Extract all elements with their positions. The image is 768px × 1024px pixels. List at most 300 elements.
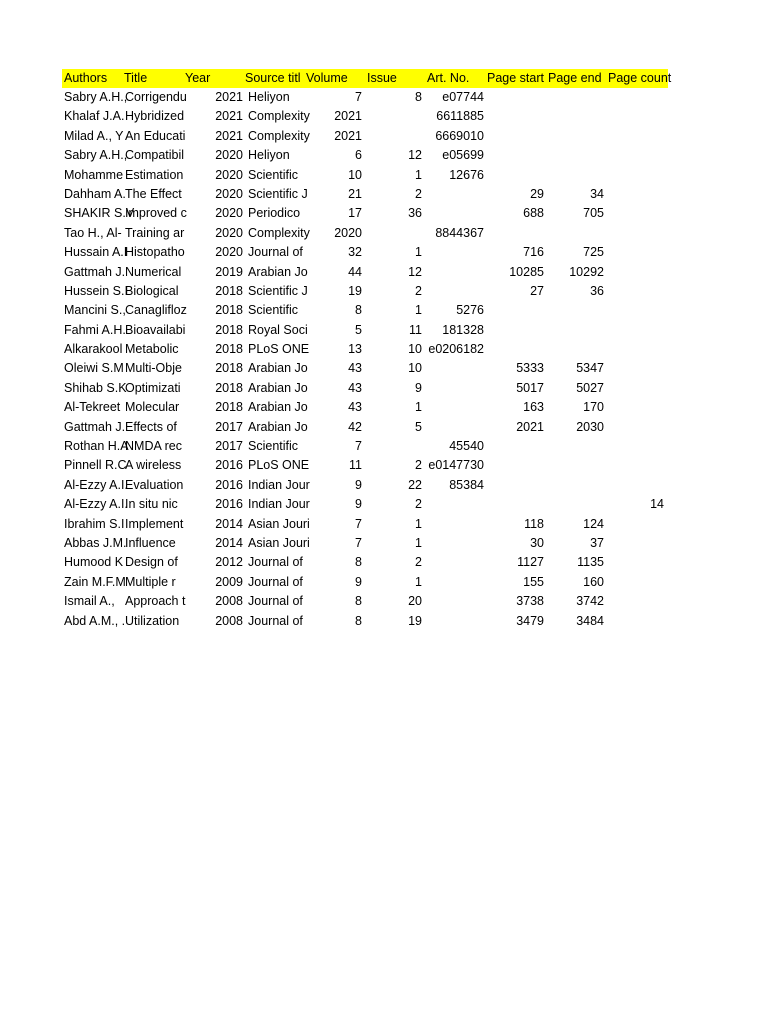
cell-issue[interactable]: 9 bbox=[415, 380, 422, 395]
cell-year[interactable]: 2017 bbox=[215, 419, 243, 434]
cell-pend[interactable]: 37 bbox=[590, 535, 604, 550]
cell-pstart[interactable]: 118 bbox=[524, 516, 544, 531]
cell-title[interactable]: Approach t bbox=[125, 594, 186, 609]
cell-source[interactable]: Royal Soci bbox=[248, 322, 308, 337]
cell-pend[interactable]: 1135 bbox=[577, 555, 604, 570]
cell-artno[interactable] bbox=[424, 573, 484, 592]
cell-volume[interactable]: 8 bbox=[355, 613, 362, 628]
cell-volume[interactable]: 43 bbox=[348, 400, 362, 415]
cell-volume[interactable]: 43 bbox=[348, 361, 362, 376]
cell-pcount[interactable] bbox=[606, 224, 664, 243]
cell-artno[interactable] bbox=[424, 553, 484, 572]
cell-authors[interactable]: Al-Tekreet bbox=[64, 400, 121, 415]
cell-pend[interactable]: 34 bbox=[590, 186, 604, 201]
cell-issue[interactable]: 36 bbox=[408, 206, 422, 221]
cell-pend[interactable] bbox=[546, 340, 604, 359]
table-row[interactable] bbox=[62, 88, 668, 107]
cell-pend[interactable]: 124 bbox=[583, 516, 604, 531]
cell-issue[interactable]: 12 bbox=[408, 264, 422, 279]
cell-title[interactable]: A wireless bbox=[125, 458, 182, 473]
cell-pstart[interactable]: 2021 bbox=[516, 419, 544, 434]
cell-pstart[interactable] bbox=[486, 456, 544, 475]
cell-authors[interactable]: Ismail A., bbox=[64, 594, 115, 609]
cell-year[interactable]: 2021 bbox=[215, 90, 243, 104]
cell-authors[interactable]: Hussein S.I bbox=[64, 283, 128, 298]
cell-pend[interactable] bbox=[546, 476, 604, 495]
table-row[interactable] bbox=[62, 224, 668, 243]
cell-title[interactable]: Utilization bbox=[125, 613, 180, 628]
cell-source[interactable]: Arabian Jo bbox=[248, 380, 308, 395]
cell-title[interactable]: Training ar bbox=[125, 225, 185, 240]
cell-authors[interactable]: Dahham A. bbox=[64, 186, 126, 201]
cell-artno[interactable] bbox=[424, 185, 484, 204]
table-row[interactable] bbox=[62, 107, 668, 126]
cell-title[interactable]: Bioavailabi bbox=[125, 322, 186, 337]
cell-artno[interactable] bbox=[424, 359, 484, 378]
cell-issue[interactable] bbox=[364, 127, 422, 146]
cell-source[interactable]: Periodico bbox=[248, 206, 301, 221]
cell-pstart[interactable] bbox=[486, 340, 544, 359]
cell-pcount[interactable] bbox=[606, 321, 664, 340]
table-row[interactable] bbox=[62, 418, 668, 437]
cell-year[interactable]: 2021 bbox=[215, 128, 243, 143]
cell-pstart[interactable]: 1127 bbox=[517, 555, 544, 570]
cell-pcount[interactable] bbox=[606, 418, 664, 437]
cell-pstart[interactable] bbox=[486, 495, 544, 514]
cell-source[interactable]: Indian Jour bbox=[248, 497, 310, 512]
table-row[interactable] bbox=[62, 282, 668, 301]
cell-pstart[interactable]: 5017 bbox=[516, 380, 544, 395]
cell-year[interactable]: 2021 bbox=[215, 109, 243, 124]
cell-authors[interactable]: Gattmah J. bbox=[64, 419, 126, 434]
cell-title[interactable]: Estimation bbox=[125, 167, 184, 182]
cell-authors[interactable]: Pinnell R.C bbox=[64, 458, 127, 473]
cell-pcount[interactable] bbox=[606, 515, 664, 534]
cell-year[interactable]: 2020 bbox=[215, 245, 243, 260]
cell-source[interactable]: Heliyon bbox=[248, 148, 290, 163]
cell-issue[interactable]: 11 bbox=[409, 322, 422, 337]
cell-source[interactable]: Indian Jour bbox=[248, 477, 310, 492]
cell-pcount[interactable] bbox=[606, 437, 664, 456]
cell-source[interactable]: Complexity bbox=[248, 225, 310, 240]
cell-artno[interactable]: 12676 bbox=[449, 167, 484, 182]
column-header[interactable]: Page end bbox=[548, 71, 602, 85]
cell-title[interactable]: Molecular bbox=[125, 400, 180, 415]
cell-year[interactable]: 2014 bbox=[215, 535, 243, 550]
cell-year[interactable]: 2018 bbox=[215, 380, 243, 395]
cell-title[interactable]: The Effect bbox=[125, 186, 182, 201]
cell-volume[interactable]: 13 bbox=[348, 342, 362, 357]
cell-issue[interactable]: 1 bbox=[415, 574, 422, 589]
table-row[interactable] bbox=[62, 340, 668, 359]
table-row[interactable] bbox=[62, 456, 668, 475]
table-row[interactable] bbox=[62, 301, 668, 320]
cell-authors[interactable]: Mohamme bbox=[64, 167, 124, 182]
cell-volume[interactable]: 9 bbox=[355, 497, 362, 512]
cell-authors[interactable]: Khalaf J.A. bbox=[64, 109, 125, 124]
cell-issue[interactable]: 8 bbox=[415, 90, 422, 104]
cell-source[interactable]: Arabian Jo bbox=[248, 264, 308, 279]
cell-volume[interactable]: 7 bbox=[355, 535, 362, 550]
cell-pcount[interactable] bbox=[606, 592, 664, 611]
cell-authors[interactable]: Sabry A.H., bbox=[64, 90, 128, 104]
cell-artno[interactable] bbox=[424, 515, 484, 534]
cell-pstart[interactable] bbox=[486, 476, 544, 495]
cell-volume[interactable]: 19 bbox=[348, 283, 362, 298]
cell-pcount[interactable] bbox=[606, 127, 664, 146]
cell-pend[interactable]: 3742 bbox=[576, 594, 604, 609]
cell-artno[interactable]: e0206182 bbox=[428, 342, 484, 357]
cell-year[interactable]: 2020 bbox=[215, 167, 243, 182]
cell-volume[interactable]: 7 bbox=[355, 90, 362, 104]
cell-pcount[interactable]: 14 bbox=[650, 497, 664, 512]
cell-source[interactable]: Heliyon bbox=[248, 90, 290, 104]
cell-year[interactable]: 2018 bbox=[215, 283, 243, 298]
table-row[interactable] bbox=[62, 553, 668, 572]
cell-source[interactable]: Asian Jouri bbox=[248, 516, 310, 531]
cell-pstart[interactable]: 716 bbox=[523, 245, 544, 260]
cell-pstart[interactable] bbox=[486, 301, 544, 320]
cell-artno[interactable] bbox=[424, 204, 484, 223]
cell-pcount[interactable] bbox=[606, 88, 664, 107]
cell-artno[interactable] bbox=[424, 243, 484, 262]
column-header[interactable]: Source titl bbox=[245, 71, 301, 85]
cell-pcount[interactable] bbox=[606, 243, 664, 262]
cell-pcount[interactable] bbox=[606, 146, 664, 165]
cell-year[interactable]: 2016 bbox=[215, 497, 243, 512]
table-row[interactable] bbox=[62, 166, 668, 185]
cell-authors[interactable]: Shihab S.K bbox=[64, 380, 127, 395]
cell-artno[interactable] bbox=[424, 282, 484, 301]
cell-issue[interactable]: 2 bbox=[415, 555, 422, 570]
cell-artno[interactable]: e0147730 bbox=[428, 458, 484, 473]
cell-volume[interactable]: 8 bbox=[355, 303, 362, 318]
cell-title[interactable]: Design of bbox=[125, 555, 178, 570]
cell-year[interactable]: 2008 bbox=[215, 594, 243, 609]
cell-authors[interactable]: Abd A.M., . bbox=[64, 613, 126, 628]
column-header[interactable]: Title bbox=[124, 71, 148, 85]
cell-pend[interactable]: 3484 bbox=[576, 613, 604, 628]
column-header[interactable]: Issue bbox=[367, 71, 397, 85]
cell-pcount[interactable] bbox=[606, 185, 664, 204]
cell-volume[interactable]: 2020 bbox=[334, 225, 362, 240]
cell-pcount[interactable] bbox=[606, 359, 664, 378]
table-row[interactable] bbox=[62, 515, 668, 534]
cell-title[interactable]: Numerical bbox=[125, 264, 182, 279]
cell-title[interactable]: Compatibil bbox=[125, 148, 185, 163]
cell-pstart[interactable]: 29 bbox=[530, 186, 544, 201]
column-header[interactable]: Page count bbox=[608, 71, 672, 85]
table-row[interactable] bbox=[62, 592, 668, 611]
cell-issue[interactable]: 1 bbox=[415, 245, 422, 260]
cell-source[interactable]: Journal of bbox=[248, 555, 303, 570]
cell-pstart[interactable] bbox=[486, 146, 544, 165]
cell-source[interactable]: PLoS ONE bbox=[248, 342, 310, 357]
cell-year[interactable]: 2018 bbox=[215, 400, 243, 415]
cell-source[interactable]: Complexity bbox=[248, 109, 310, 124]
cell-volume[interactable]: 7 bbox=[355, 516, 362, 531]
cell-year[interactable]: 2016 bbox=[215, 458, 243, 473]
table-row[interactable] bbox=[62, 573, 668, 592]
cell-pstart[interactable]: 10285 bbox=[509, 264, 544, 279]
table-row[interactable] bbox=[62, 379, 668, 398]
cell-title[interactable]: Influence bbox=[125, 535, 176, 550]
cell-pstart[interactable]: 163 bbox=[523, 400, 544, 415]
cell-pend[interactable] bbox=[546, 456, 604, 475]
cell-pstart[interactable] bbox=[486, 107, 544, 126]
cell-pcount[interactable] bbox=[606, 107, 664, 126]
cell-authors[interactable]: Fahmi A.H. bbox=[64, 322, 126, 337]
cell-pcount[interactable] bbox=[606, 340, 664, 359]
cell-title[interactable]: An Educati bbox=[125, 128, 186, 143]
cell-title[interactable]: Multiple r bbox=[125, 574, 176, 589]
cell-issue[interactable]: 1 bbox=[415, 400, 422, 415]
cell-year[interactable]: 2018 bbox=[215, 303, 243, 318]
cell-pend[interactable] bbox=[546, 224, 604, 243]
cell-pcount[interactable] bbox=[606, 573, 664, 592]
cell-pstart[interactable]: 688 bbox=[523, 206, 544, 221]
cell-issue[interactable]: 10 bbox=[408, 361, 422, 376]
cell-authors[interactable]: Abbas J.M. bbox=[64, 535, 127, 550]
cell-volume[interactable]: 17 bbox=[348, 206, 362, 221]
cell-title[interactable]: Optimizati bbox=[125, 380, 181, 395]
cell-source[interactable]: Scientific J bbox=[248, 186, 308, 201]
cell-pend[interactable] bbox=[546, 437, 604, 456]
table-row[interactable] bbox=[62, 495, 668, 514]
cell-title[interactable]: Implement bbox=[125, 516, 184, 531]
table-row[interactable] bbox=[62, 476, 668, 495]
cell-volume[interactable]: 7 bbox=[355, 439, 362, 454]
cell-year[interactable]: 2009 bbox=[215, 574, 243, 589]
cell-source[interactable]: Journal of bbox=[248, 574, 303, 589]
cell-artno[interactable]: 181328 bbox=[442, 322, 484, 337]
cell-pstart[interactable] bbox=[486, 88, 544, 107]
cell-pstart[interactable] bbox=[486, 224, 544, 243]
cell-pend[interactable]: 725 bbox=[583, 245, 604, 260]
cell-volume[interactable]: 6 bbox=[355, 148, 362, 163]
column-header[interactable]: Page start bbox=[487, 71, 544, 85]
cell-pend[interactable] bbox=[546, 495, 604, 514]
cell-pend[interactable] bbox=[546, 321, 604, 340]
cell-artno[interactable]: 45540 bbox=[449, 439, 484, 454]
cell-title[interactable]: Evaluation bbox=[125, 477, 184, 492]
cell-pcount[interactable] bbox=[606, 398, 664, 417]
cell-pend[interactable] bbox=[546, 127, 604, 146]
cell-authors[interactable]: Milad A., Y bbox=[64, 128, 124, 143]
cell-volume[interactable]: 8 bbox=[355, 555, 362, 570]
table-row[interactable] bbox=[62, 185, 668, 204]
cell-pcount[interactable] bbox=[606, 553, 664, 572]
cell-volume[interactable]: 44 bbox=[348, 264, 362, 279]
cell-authors[interactable]: SHAKIR S.V bbox=[64, 206, 135, 221]
cell-pcount[interactable] bbox=[606, 263, 664, 282]
cell-volume[interactable]: 32 bbox=[348, 245, 362, 260]
cell-volume[interactable]: 9 bbox=[355, 477, 362, 492]
cell-artno[interactable]: 85384 bbox=[449, 477, 484, 492]
column-header[interactable]: Authors bbox=[64, 71, 108, 85]
cell-artno[interactable] bbox=[424, 612, 484, 631]
cell-issue[interactable]: 2 bbox=[415, 283, 422, 298]
table-row[interactable] bbox=[62, 534, 668, 553]
cell-pcount[interactable] bbox=[606, 476, 664, 495]
table-row[interactable] bbox=[62, 263, 668, 282]
table-row[interactable] bbox=[62, 243, 668, 262]
cell-pcount[interactable] bbox=[606, 379, 664, 398]
cell-issue[interactable] bbox=[364, 437, 422, 456]
cell-artno[interactable] bbox=[424, 379, 484, 398]
cell-authors[interactable]: Zain M.F.M bbox=[64, 574, 126, 589]
table-row[interactable] bbox=[62, 398, 668, 417]
table-row[interactable] bbox=[62, 146, 668, 165]
cell-pstart[interactable]: 3738 bbox=[516, 594, 544, 609]
cell-source[interactable]: Complexity bbox=[248, 128, 310, 143]
cell-issue[interactable]: 1 bbox=[415, 167, 422, 182]
cell-volume[interactable]: 2021 bbox=[334, 128, 362, 143]
cell-pstart[interactable] bbox=[486, 437, 544, 456]
cell-volume[interactable]: 21 bbox=[348, 186, 362, 201]
cell-volume[interactable]: 5 bbox=[355, 322, 362, 337]
cell-issue[interactable]: 20 bbox=[408, 594, 422, 609]
cell-year[interactable]: 2008 bbox=[215, 613, 243, 628]
cell-issue[interactable]: 10 bbox=[408, 342, 422, 357]
table-row[interactable] bbox=[62, 127, 668, 146]
cell-source[interactable]: Asian Jouri bbox=[248, 535, 310, 550]
cell-source[interactable]: Arabian Jo bbox=[248, 419, 308, 434]
cell-artno[interactable]: 6669010 bbox=[435, 128, 484, 143]
cell-authors[interactable]: Gattmah J. bbox=[64, 264, 126, 279]
cell-year[interactable]: 2020 bbox=[215, 186, 243, 201]
cell-title[interactable]: Multi-Obje bbox=[125, 361, 182, 376]
cell-pcount[interactable] bbox=[606, 612, 664, 631]
cell-title[interactable]: Improved c bbox=[125, 206, 187, 221]
cell-artno[interactable] bbox=[424, 495, 484, 514]
cell-artno[interactable]: e05699 bbox=[442, 148, 484, 163]
cell-pend[interactable]: 36 bbox=[590, 283, 604, 298]
cell-authors[interactable]: Al-Ezzy A.I. bbox=[64, 497, 128, 512]
cell-authors[interactable]: Al-Ezzy A.I. bbox=[64, 477, 128, 492]
cell-title[interactable]: Hybridized bbox=[125, 109, 185, 124]
cell-pstart[interactable] bbox=[486, 166, 544, 185]
cell-issue[interactable]: 2 bbox=[415, 186, 422, 201]
cell-year[interactable]: 2020 bbox=[215, 206, 243, 221]
cell-title[interactable]: NMDA rec bbox=[125, 439, 182, 454]
cell-source[interactable]: Arabian Jo bbox=[248, 400, 308, 415]
cell-source[interactable]: Scientific bbox=[248, 303, 299, 318]
cell-pend[interactable]: 2030 bbox=[576, 419, 604, 434]
cell-artno[interactable] bbox=[424, 592, 484, 611]
cell-volume[interactable]: 10 bbox=[348, 167, 362, 182]
cell-pend[interactable]: 5347 bbox=[576, 361, 604, 376]
cell-volume[interactable]: 2021 bbox=[334, 109, 362, 124]
cell-pstart[interactable]: 3479 bbox=[516, 613, 544, 628]
cell-artno[interactable]: 5276 bbox=[456, 303, 484, 318]
cell-pstart[interactable]: 5333 bbox=[516, 361, 544, 376]
cell-authors[interactable]: Rothan H.A bbox=[64, 439, 129, 454]
cell-pend[interactable] bbox=[546, 107, 604, 126]
cell-issue[interactable]: 1 bbox=[415, 516, 422, 531]
cell-year[interactable]: 2019 bbox=[215, 264, 243, 279]
cell-issue[interactable]: 5 bbox=[415, 419, 422, 434]
table-row[interactable] bbox=[62, 204, 668, 223]
cell-pend[interactable]: 10292 bbox=[569, 264, 604, 279]
cell-year[interactable]: 2018 bbox=[215, 361, 243, 376]
cell-source[interactable]: Arabian Jo bbox=[248, 361, 308, 376]
cell-pstart[interactable] bbox=[486, 321, 544, 340]
cell-year[interactable]: 2018 bbox=[215, 342, 243, 357]
cell-volume[interactable]: 8 bbox=[355, 594, 362, 609]
cell-source[interactable]: Journal of bbox=[248, 245, 303, 260]
cell-year[interactable]: 2020 bbox=[215, 148, 243, 163]
cell-title[interactable]: Canaglifloz bbox=[125, 303, 187, 318]
cell-pend[interactable] bbox=[546, 166, 604, 185]
cell-title[interactable]: Metabolic bbox=[125, 342, 179, 357]
cell-artno[interactable]: 8844367 bbox=[435, 225, 484, 240]
cell-pend[interactable] bbox=[546, 88, 604, 107]
cell-issue[interactable]: 2 bbox=[415, 458, 422, 473]
cell-issue[interactable]: 1 bbox=[415, 535, 422, 550]
cell-authors[interactable]: Ibrahim S.I bbox=[64, 516, 125, 531]
cell-pend[interactable]: 705 bbox=[583, 206, 604, 221]
column-header[interactable]: Art. No. bbox=[427, 71, 470, 85]
column-header[interactable]: Volume bbox=[306, 71, 348, 85]
cell-pstart[interactable] bbox=[486, 127, 544, 146]
cell-issue[interactable]: 19 bbox=[408, 613, 422, 628]
cell-pcount[interactable] bbox=[606, 301, 664, 320]
cell-pcount[interactable] bbox=[606, 282, 664, 301]
cell-volume[interactable]: 11 bbox=[349, 458, 362, 473]
cell-source[interactable]: Journal of bbox=[248, 594, 303, 609]
cell-pend[interactable]: 170 bbox=[583, 400, 604, 415]
cell-artno[interactable]: e07744 bbox=[442, 90, 484, 104]
cell-artno[interactable] bbox=[424, 263, 484, 282]
cell-source[interactable]: Scientific bbox=[248, 167, 299, 182]
cell-year[interactable]: 2018 bbox=[215, 322, 243, 337]
cell-source[interactable]: PLoS ONE bbox=[248, 458, 310, 473]
cell-authors[interactable]: Alkarakool bbox=[64, 342, 123, 357]
cell-pend[interactable]: 5027 bbox=[576, 380, 604, 395]
cell-source[interactable]: Journal of bbox=[248, 613, 303, 628]
cell-title[interactable]: Effects of bbox=[125, 419, 177, 434]
cell-authors[interactable]: Oleiwi S.M bbox=[64, 361, 124, 376]
cell-authors[interactable]: Sabry A.H., bbox=[64, 148, 128, 163]
cell-issue[interactable]: 22 bbox=[408, 477, 422, 492]
cell-issue[interactable] bbox=[364, 224, 422, 243]
cell-year[interactable]: 2020 bbox=[215, 225, 243, 240]
cell-issue[interactable]: 2 bbox=[415, 497, 422, 512]
table-row[interactable] bbox=[62, 321, 668, 340]
table-row[interactable] bbox=[62, 612, 668, 631]
cell-volume[interactable]: 43 bbox=[348, 380, 362, 395]
cell-title[interactable]: Corrigendu bbox=[125, 90, 187, 104]
cell-volume[interactable]: 42 bbox=[348, 419, 362, 434]
cell-pend[interactable] bbox=[546, 301, 604, 320]
column-header[interactable]: Year bbox=[185, 71, 211, 85]
cell-pend[interactable] bbox=[546, 146, 604, 165]
cell-pcount[interactable] bbox=[606, 534, 664, 553]
cell-pstart[interactable]: 30 bbox=[530, 535, 544, 550]
cell-authors[interactable]: Humood K bbox=[64, 555, 124, 570]
cell-artno[interactable]: 6611885 bbox=[436, 109, 484, 124]
cell-authors[interactable]: Mancini S., bbox=[64, 303, 126, 318]
cell-title[interactable]: Biological bbox=[125, 283, 179, 298]
cell-pcount[interactable] bbox=[606, 456, 664, 475]
cell-volume[interactable]: 9 bbox=[355, 574, 362, 589]
cell-authors[interactable]: Hussain A.I bbox=[64, 245, 128, 260]
cell-year[interactable]: 2014 bbox=[215, 516, 243, 531]
cell-authors[interactable]: Tao H., Al- bbox=[64, 225, 122, 240]
cell-year[interactable]: 2017 bbox=[215, 439, 243, 454]
cell-year[interactable]: 2012 bbox=[215, 555, 243, 570]
